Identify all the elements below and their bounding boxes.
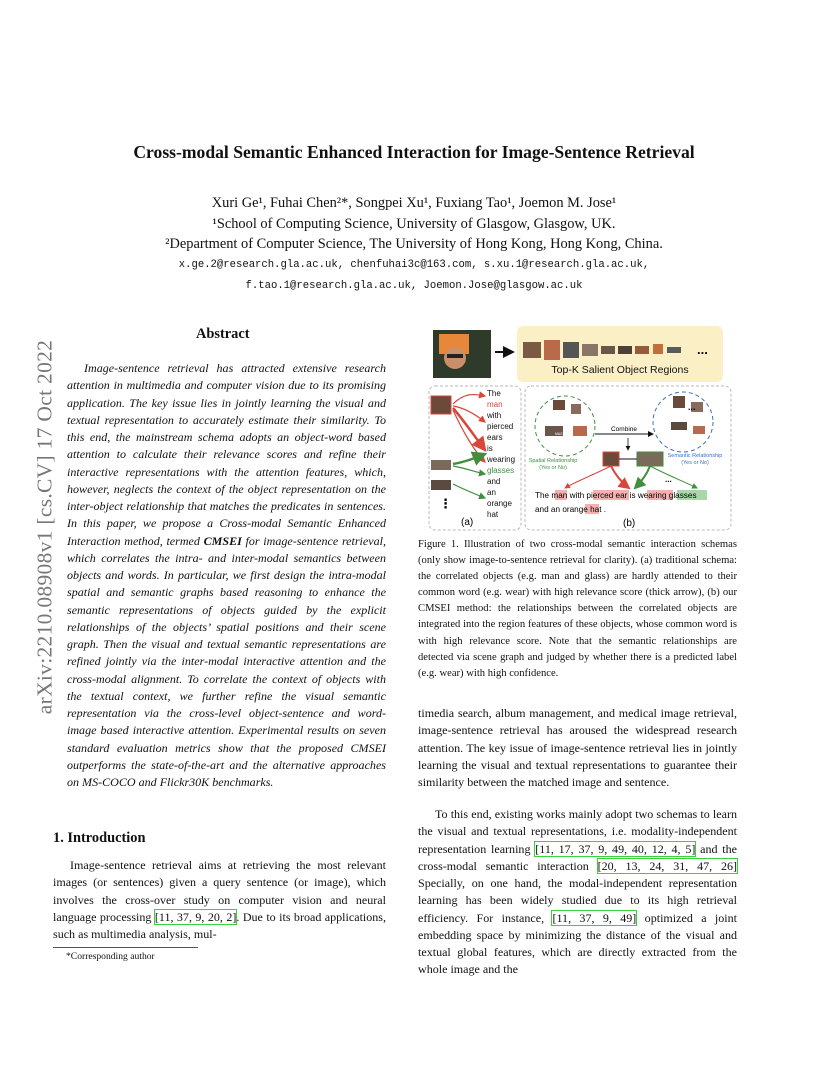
panel-b-red-arrows [565, 466, 629, 488]
right-paragraph-1 [418, 705, 737, 791]
semantic-ellipsis: ... [688, 402, 696, 412]
spatial-mask-tag: MAS [555, 432, 563, 436]
panel-a-region-2 [431, 460, 451, 470]
intro-text-2: . Due to its broad applications, such as multimedia analysis, mul- [53, 909, 387, 941]
word-4: pierced [487, 422, 514, 431]
panel-a-region-3 [431, 480, 451, 490]
author-block [0, 193, 828, 297]
figure-1 [425, 322, 735, 534]
spatial-label-2: (Yes or No) [539, 465, 567, 471]
arxiv-stamp-text: arXiv:2210.08908v1 [cs.CV] 17 Oct 2022 [32, 339, 57, 715]
emails-line-2: f.tao.1@research.gla.ac.uk, Joemon.Jose@glasgow.ac.uk [245, 279, 583, 292]
affiliation-1: ¹School of Computing Science, University of Glasgow, Glasgow, UK. [212, 215, 616, 232]
combined-region-1 [603, 452, 619, 466]
sentence-line-2: and an orange hat . [535, 505, 607, 514]
word-12: hat [487, 510, 499, 519]
right-text-a: To this end, existing works mainly adopt two schemas to learn the visual and textual representations, i.e. modality-independent representation learning [418, 807, 737, 856]
spatial-label-1: Spatial Relationship [528, 458, 578, 464]
abstract-method-name: CMSEI [203, 533, 242, 548]
intro-paragraph [53, 857, 386, 943]
panel-b-ellipsis: ... [665, 475, 672, 484]
label-a: (a) [461, 517, 474, 528]
semantic-label-1: Semantic Relationship [667, 453, 723, 459]
abstract-part-2: for image-sentence retrieval, which correlates the intra- and inter-modal semantics between objects and words. In particular, we first design the intra-modal spatial and semantic graphs based reasoning to enhance the semantic representations of objects guided by the explicit relationships of the objects’ spatial positions and their scene graph. Then the visual and textual semantic representations are refined jointly via the inter-modal interactive attention and the cross-modal alignment. To correlate the context of objects with the textual context, we further refine the visual semantic representation via the cross-level object-sentence and word-image based interactive attention. Experimental results on seven standard evaluation metrics show that the proposed CMSEI outperforms the state-of-the-art and the alternative approaches on MS-COCO and Flickr30K benchmarks. [67, 533, 386, 789]
abstract-heading: Abstract [196, 326, 250, 342]
abstract-text [67, 360, 386, 791]
top-k-label: Top-K Salient Object Regions [551, 364, 689, 376]
word-2: man [487, 400, 503, 409]
citation-link[interactable]: [11, 37, 9, 20, 2] [154, 909, 237, 924]
word-9: and [487, 477, 501, 486]
panel-a-red-arrows [453, 394, 485, 462]
arxiv-stamp [30, 292, 60, 762]
query-image-glasses [447, 354, 463, 358]
right-text-b: and the cross-modal semantic interaction [418, 841, 737, 873]
panel-a-green-arrows [453, 454, 485, 498]
affiliation-2: ²Department of Computer Science, The University of Hong Kong, Hong Kong, China. [165, 236, 663, 252]
word-7: wearing [487, 455, 516, 464]
combine-label: Combine [610, 426, 638, 433]
right-paragraph-1-text: timedia search, album management, and medical image retrieval, image-sentence retrieval has aroused the widespread research attention. The key issue of image-sentence retrieval lies in jointly learning the visual and textual representations to guarantee their similarity between the matched image and sentence. [418, 706, 737, 789]
citation-link[interactable]: [11, 37, 9, 49] [552, 910, 637, 925]
right-text-d: optimized a joint embedding space by minimizing the distance of the visual and textual global features, which are directly extracted from the whole image and the [418, 910, 737, 977]
sentence-line-1: The man with pierced ear is wearing glasses [535, 491, 697, 500]
citation-link[interactable]: [20, 13, 24, 31, 47, 26] [597, 858, 738, 873]
semantic-label-2: (Yes or No) [681, 460, 709, 466]
top-k-ellipsis: ... [697, 342, 708, 357]
spatial-graph-nodes [545, 400, 587, 436]
emails-line-1: x.ge.2@research.gla.ac.uk, chenfuhai3c@163.com, s.xu.1@research.gla.ac.uk, [178, 258, 650, 271]
intro-text-1: Image-sentence retrieval aims at retrieving the most relevant images (or sentences) given a query sentence (or image), which involves the cross-over study on computer vision and neural language processing [53, 858, 386, 924]
abstract-part-1: Image-sentence retrieval has attracted extensive research attention in multimedia and computer vision due to its promising application. The key issue lies in jointly learning the visual and textual representation to accurately estimate their similarity. To this end, the mainstream schema adopts an object-word based attention to calculate their relevance scores and refine their interactive representations with the attention features, which, however, neglects the context of the object representation on the inter-object relationship that matches the predicates in sentences. In this paper, we propose a Cross-modal Semantic Enhanced Interaction method, termed [67, 361, 386, 548]
word-5: ears [487, 433, 503, 442]
word-8: glasses [487, 466, 515, 475]
word-6: is [487, 444, 493, 453]
panel-a-region-1 [431, 396, 451, 414]
panel-a-ellipsis: ⋮ [439, 496, 452, 511]
paper-title: Cross-modal Semantic Enhanced Interaction for Image-Sentence Retrieval [133, 142, 695, 162]
combined-region-2 [637, 452, 663, 466]
right-text-c: Specially, on one hand, the modal-independent representation learning has been widely studied due to its high retrieval efficiency. For instance, [418, 876, 737, 925]
panel-a-words [486, 389, 515, 519]
footnote-rule [53, 947, 198, 948]
word-11: orange [487, 499, 512, 508]
right-paragraph-2 [418, 806, 737, 979]
semantic-mask-tag: BUT [693, 399, 700, 403]
figure-caption: Figure 1. Illustration of two cross-modal semantic interaction schemas (only show image-to-sentence retrieval for clarity). (a) traditional schema: the correlated objects (e.g. man and glass) are hardly attended to their common word (e.g. wear) with high relevance score (thick arrow), (b) our CMSEI method: the relationships between the correlated objects are integrated into the region features of these objects, whose common word is with high relevance score. Note that the semantic relationships are detected via scene graph and judged by whether there is a predicted label (e.g. wear) with high confidence. [418, 539, 737, 679]
author-names: Xuri Ge¹, Fuhai Chen²*, Songpei Xu¹, Fuxiang Tao¹, Joemon M. Jose¹ [211, 195, 617, 211]
citation-link[interactable]: [11, 17, 37, 9, 49, 40, 12, 4, 5] [535, 841, 696, 856]
footnote: *Corresponding author [66, 951, 155, 962]
word-10: an [487, 488, 496, 497]
intro-heading: 1. Introduction [53, 830, 146, 846]
word-3: with [487, 411, 502, 420]
label-b: (b) [623, 518, 636, 529]
word-1: The [487, 389, 501, 398]
